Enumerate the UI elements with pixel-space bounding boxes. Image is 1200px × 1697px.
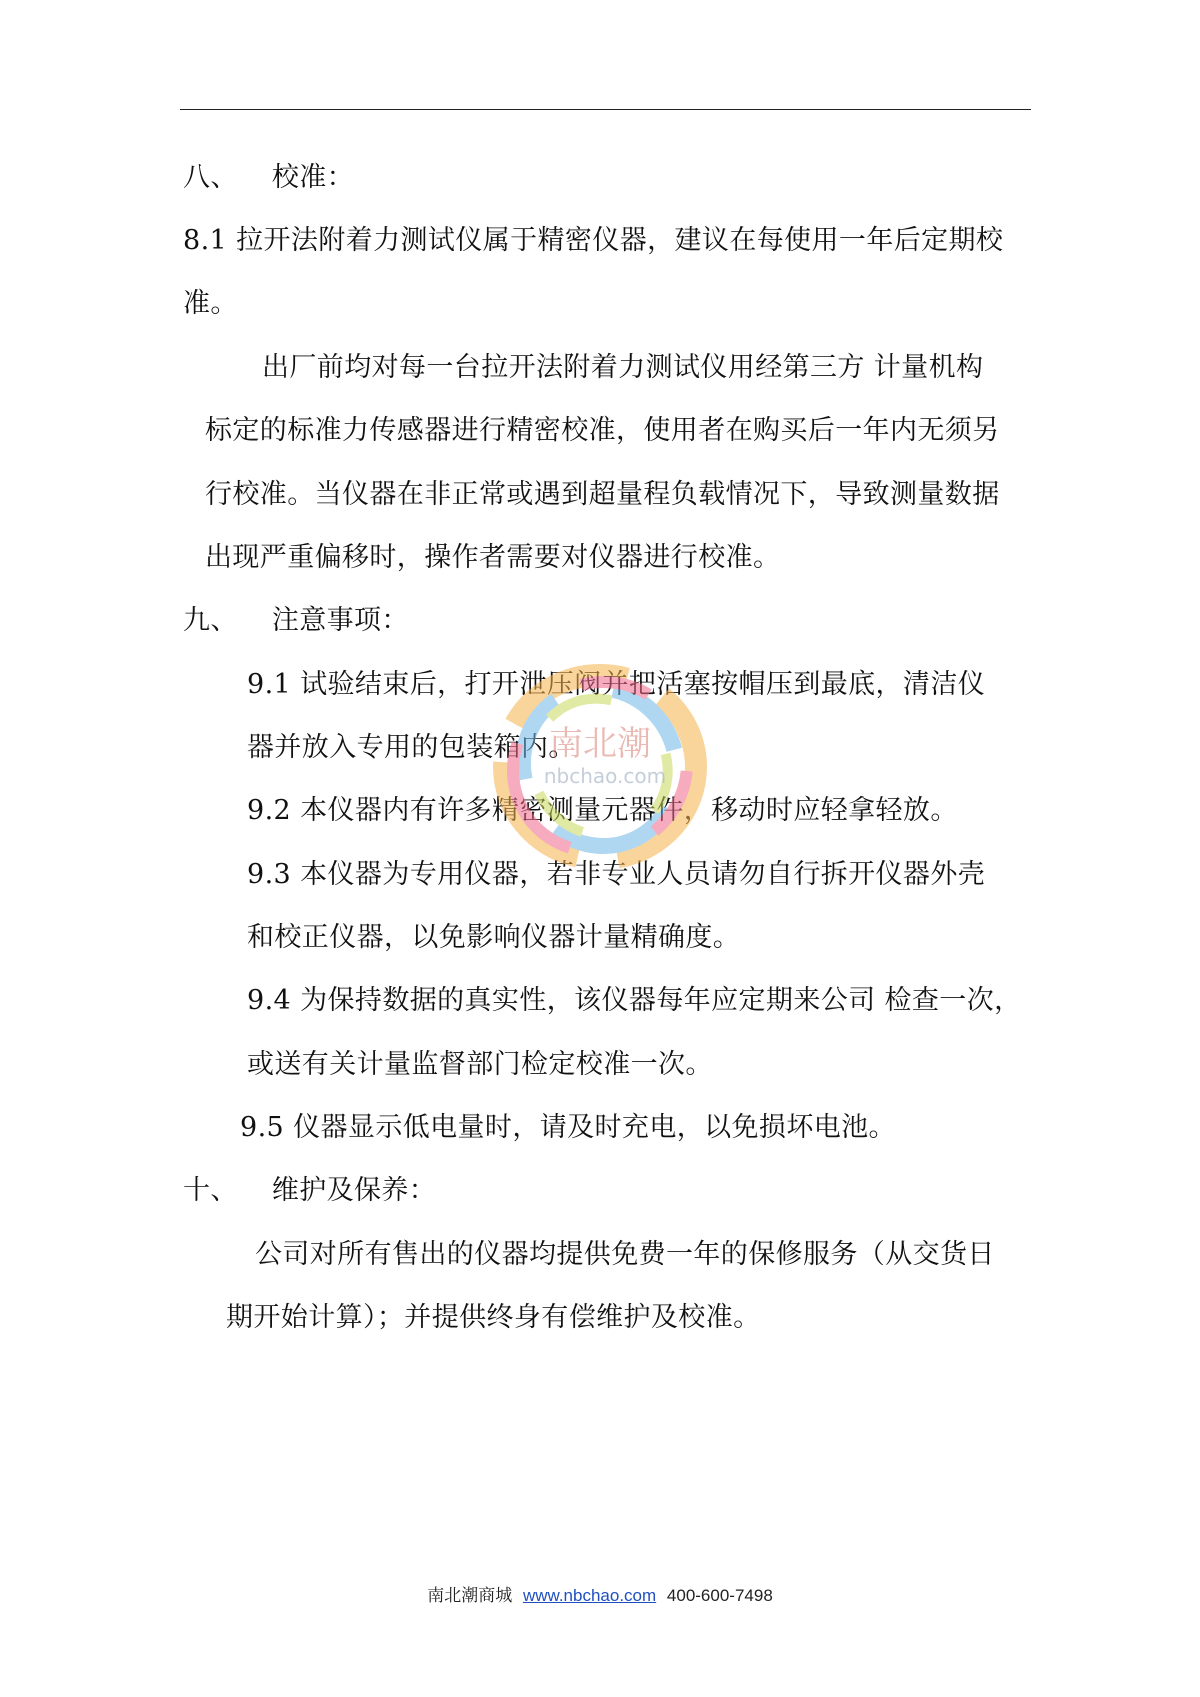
item-9-1-line-1: 9.1 试验结束后，打开泄压阀并把活塞按帽压到最底，清洁仪 [247,669,986,700]
para-8-1-line-2: 准。 [183,288,238,319]
footer-phone: 400-600-7498 [666,1586,773,1605]
para-8-1-line-1: 8.1 拉开法附着力测试仪属于精密仪器，建议在每使用一年后定期校 [183,225,1004,256]
section-10-heading [183,1173,436,1209]
para-8-2-line-2: 标定的标准力传感器进行精密校准，使用者在购买后一年内无须另 [205,415,1000,446]
header-rule [180,109,1031,110]
section-9-heading [183,603,409,639]
watermark-logo-text: 南北潮 [549,724,651,764]
footer-brand: 南北潮商城 [427,1586,513,1606]
watermark-site-text: nbchao.com [543,764,667,788]
section-10-title: 维护及保养： [271,1175,437,1206]
page-footer [0,1581,1200,1606]
item-9-5: 9.5 仪器显示低电量时，请及时充电，以免损坏电池。 [240,1112,896,1143]
section-8-number: 八、 [183,162,238,193]
section-10-number: 十、 [183,1175,238,1206]
item-9-3-line-2: 和校正仪器，以免影响仪器计量精确度。 [247,922,741,953]
para-8-2-line-4: 出现严重偏移时，操作者需要对仪器进行校准。 [205,542,781,573]
item-9-1-line-2: 器并放入专用的包装箱内。 [247,732,576,763]
watermark-logo [470,655,730,885]
section-9-title: 注意事项： [271,605,409,636]
section-8-heading [183,160,354,196]
item-9-2: 9.2 本仪器内有许多精密测量元器件，移动时应轻拿轻放。 [247,795,958,826]
footer-site-link[interactable]: www.nbchao.com [522,1586,657,1605]
para-10-line-1: 公司对所有售出的仪器均提供免费一年的保修服务（从交货日 [255,1239,995,1270]
item-9-4-line-1: 9.4 为保持数据的真实性，该仪器每年应定期来公司 检查一次， [247,985,1022,1016]
para-8-2-line-1: 出厂前均对每一台拉开法附着力测试仪用经第三方 计量机构 [262,352,984,383]
item-9-4-line-2: 或送有关计量监督部门检定校准一次。 [247,1049,713,1080]
section-8-title: 校准： [271,162,355,193]
item-9-3-line-1: 9.3 本仪器为专用仪器，若非专业人员请勿自行拆开仪器外壳 [247,859,986,890]
section-9-number: 九、 [183,605,238,636]
para-10-line-2: 期开始计算）；并提供终身有偿维护及校准。 [226,1302,761,1333]
para-8-2-line-3: 行校准。当仪器在非正常或遇到超量程负载情况下，导致测量数据 [205,479,1000,510]
